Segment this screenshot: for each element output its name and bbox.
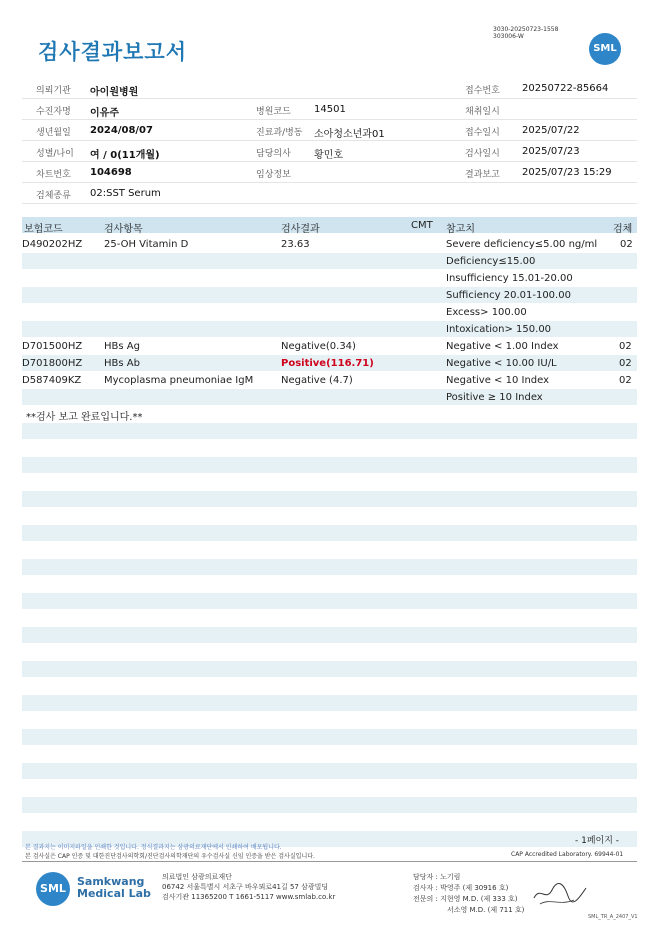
label-clinical-info: 임상정보 [256, 170, 291, 180]
company-name-line-2: Medical Lab [77, 887, 151, 900]
completion-note: **검사 보고 완료입니다.** [26, 412, 143, 423]
value-received-date: 2025/07/22 [522, 125, 580, 136]
test-code: D701800HZ [22, 358, 83, 369]
test-reference: Deficiency≤15.00 [446, 256, 536, 267]
row-band [22, 661, 637, 677]
company-name-line-1: Samkwang [77, 875, 145, 888]
document-id-2: 303006-W [493, 33, 524, 40]
value-report-date: 2025/07/23 15:29 [522, 167, 612, 178]
staff-manager: 담당자 : 노기림 [413, 873, 461, 881]
value-hospital-code: 14501 [314, 104, 346, 115]
header-cmt: CMT [411, 220, 433, 231]
test-reference: Negative < 10 Index [446, 375, 550, 386]
info-row [22, 162, 637, 183]
test-item: HBs Ag [104, 341, 140, 352]
test-code: D490202HZ [22, 239, 83, 250]
label-doctor: 담당의사 [256, 149, 291, 159]
test-result-positive: Positive(116.71) [281, 358, 374, 369]
label-report-date: 결과보고 [465, 170, 500, 180]
company-name [77, 876, 151, 900]
row-band [22, 695, 637, 711]
header-code: 보험코드 [24, 224, 63, 235]
row-band [22, 797, 637, 813]
test-result: Negative(0.34) [281, 341, 356, 352]
notice-line-2: 본 검사실은 CAP 인증 및 대한진단검사의학회/진단검사의학재단의 우수검사실 신임 인증을 받은 검사실입니다. [25, 853, 315, 860]
label-patient-name: 수진자명 [36, 107, 71, 117]
label-chart-no: 차트번호 [36, 170, 71, 180]
value-birthdate: 2024/08/07 [90, 125, 153, 136]
row-band [22, 729, 637, 745]
value-receipt-no: 20250722-85664 [522, 83, 609, 94]
report-title: 검사결과보고서 [38, 40, 188, 64]
header-reference: 참고치 [446, 224, 475, 235]
test-reference: Excess> 100.00 [446, 307, 527, 318]
test-reference: Positive ≥ 10 Index [446, 392, 543, 403]
test-specimen: 02 [619, 375, 632, 386]
sml-logo: SML [589, 33, 621, 65]
notice-line-1: 본 결과지는 이미지파일을 인쇄한 것입니다. 정식결과지는 삼광의료재단에서 인쇄하여 배포됩니다. [25, 844, 282, 851]
test-reference: Negative < 1.00 Index [446, 341, 559, 352]
label-test-date: 검사일시 [465, 149, 500, 159]
test-specimen: 02 [619, 341, 632, 352]
document-id [493, 26, 558, 40]
test-reference: Sufficiency 20.01-100.00 [446, 290, 571, 301]
test-result: Negative (4.7) [281, 375, 353, 386]
header-specimen: 검체 [613, 224, 633, 235]
value-test-date: 2025/07/23 [522, 146, 580, 157]
value-doctor: 황민호 [314, 150, 343, 161]
test-code: D701500HZ [22, 341, 83, 352]
lab-contact: 검사기관 11365200 T 1661-5117 www.smlab.co.kr [162, 893, 336, 901]
label-department: 진료과/병동 [256, 128, 303, 138]
footer-divider [22, 861, 637, 862]
info-row [22, 120, 637, 141]
test-reference: Intoxication> 150.00 [446, 324, 552, 335]
sml-footer-logo: SML [36, 872, 70, 906]
lab-street: 06742 서울특별시 서초구 바우뫼로41길 57 삼광빌딩 [162, 883, 329, 891]
row-band [22, 525, 637, 541]
label-sex-age: 성별/나이 [36, 149, 74, 159]
label-hospital-code: 병원코드 [256, 107, 291, 117]
staff-specialist-1: 전문의 : 지현영 M.D. (제 333 호) [413, 895, 518, 903]
info-row [22, 141, 637, 162]
row-band [22, 593, 637, 609]
header-result: 검사결과 [281, 224, 320, 235]
page-number: - 1페이지 - [575, 836, 620, 846]
form-id: SML_TR_A_2407_V1 [588, 914, 638, 920]
label-birthdate: 생년월일 [36, 128, 71, 138]
lab-name: 의료법인 삼광의료재단 [162, 873, 232, 881]
test-item: HBs Ab [104, 358, 140, 369]
test-reference: Insufficiency 15.01-20.00 [446, 273, 573, 284]
info-row [22, 99, 637, 120]
test-result: 23.63 [281, 239, 310, 250]
info-row [22, 183, 637, 204]
value-chart-no: 104698 [90, 167, 132, 178]
test-reference: Negative < 10.00 IU/L [446, 358, 557, 369]
label-received-date: 접수일시 [465, 128, 500, 138]
row-band [22, 491, 637, 507]
value-institution: 아이원병원 [90, 87, 139, 98]
signature-image [530, 878, 590, 908]
row-band [22, 423, 637, 439]
label-receipt-no: 접수번호 [465, 86, 500, 96]
test-reference: Severe deficiency≤5.00 ng/ml [446, 239, 598, 250]
test-specimen: 02 [619, 358, 632, 369]
row-band [22, 457, 637, 473]
test-item: Mycoplasma pneumoniae IgM [104, 375, 254, 386]
row-band [22, 253, 637, 269]
lab-address [162, 872, 335, 902]
label-institution: 의뢰기관 [36, 86, 71, 96]
staff-tester: 검사자 : 박영주 (제 30916 호) [413, 884, 509, 892]
value-specimen-type: 02:SST Serum [90, 188, 161, 199]
cap-accreditation: CAP Accredited Laboratory. 69944-01 [511, 851, 624, 858]
label-collection-date: 채취일시 [465, 107, 500, 117]
staff-list [413, 872, 524, 916]
row-band [22, 763, 637, 779]
row-band [22, 389, 637, 405]
document-id-1: 3030-20250723-1558 [493, 26, 559, 33]
row-band [22, 627, 637, 643]
label-specimen-type: 검체종류 [36, 191, 71, 201]
value-sex-age: 여 / 0(11개월) [90, 150, 160, 161]
test-code: D587409KZ [22, 375, 82, 386]
row-band [22, 559, 637, 575]
test-item: 25-OH Vitamin D [104, 239, 189, 250]
header-item: 검사항목 [104, 224, 143, 235]
info-row [22, 78, 637, 99]
value-department: 소아청소년과01 [314, 129, 385, 140]
staff-specialist-2: 서소영 M.D. (제 711 호) [447, 906, 525, 914]
value-patient-name: 이유주 [90, 108, 119, 119]
test-specimen: 02 [620, 239, 633, 250]
results-header [22, 217, 637, 233]
